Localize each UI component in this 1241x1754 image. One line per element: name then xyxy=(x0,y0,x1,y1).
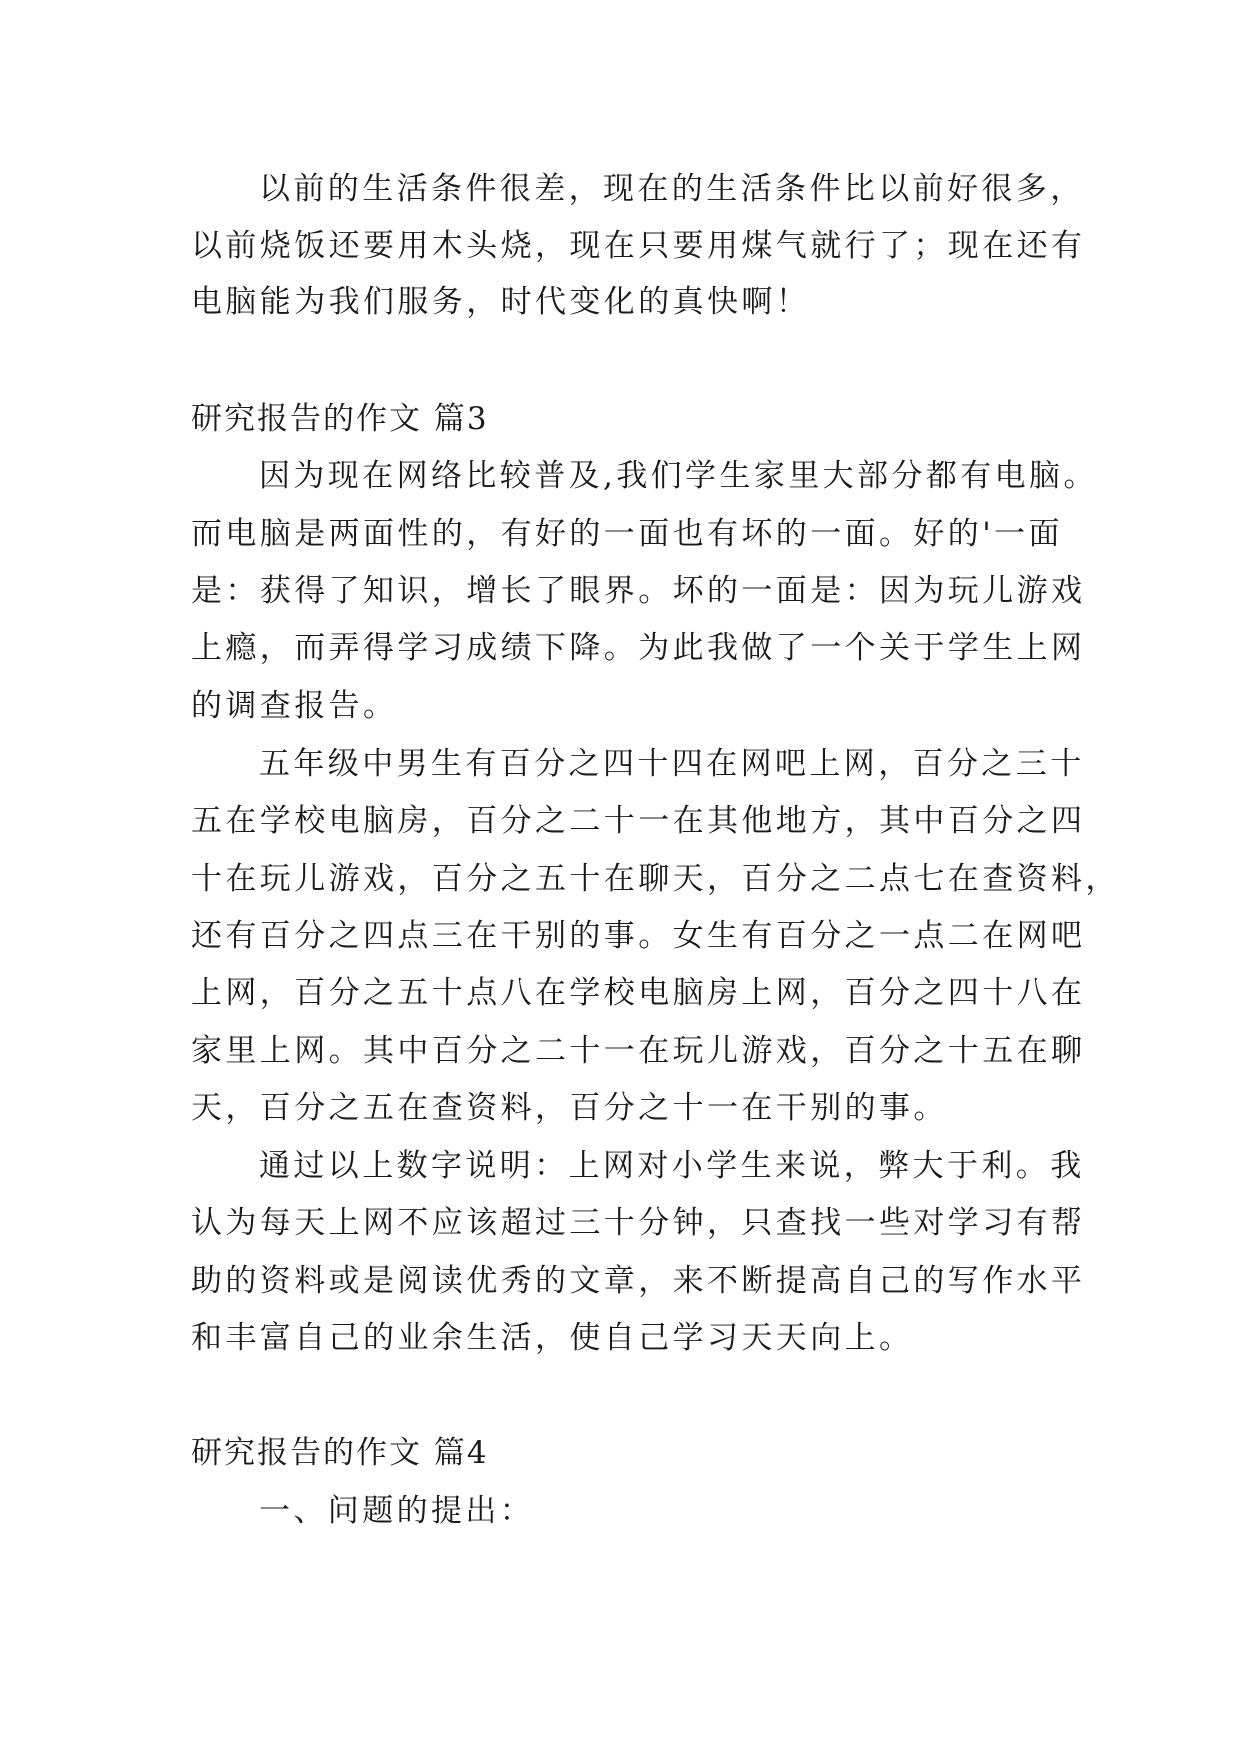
paragraph-line: 是：获得了知识，增长了眼界。坏的一面是：因为玩儿游戏 xyxy=(191,573,1086,609)
paragraph-line: 家里上网。其中百分之二十一在玩儿游戏，百分之十五在聊 xyxy=(191,1033,1086,1069)
paragraph-line: 认为每天上网不应该超过三十分钟，只查找一些对学习有帮 xyxy=(191,1205,1086,1241)
section-heading: 研究报告的作文 篇3 xyxy=(191,401,489,437)
paragraph-line: 电脑能为我们服务，时代变化的真快啊！ xyxy=(191,284,811,320)
paragraph-line: 天，百分之五在查资料，百分之十一在干别的事。 xyxy=(191,1090,948,1126)
paragraph-line: 上瘾，而弄得学习成绩下降。为此我做了一个关于学生上网 xyxy=(191,630,1086,666)
paragraph-line: 因为现在网络比较普及,我们学生家里大部分都有电脑。 xyxy=(259,458,1098,494)
paragraph-line: 和丰富自己的业余生活，使自己学习天天向上。 xyxy=(191,1320,914,1356)
paragraph-line: 一、问题的提出： xyxy=(259,1493,535,1529)
paragraph-line: 以前的生活条件很差，现在的生活条件比以前好很多， xyxy=(259,171,1085,207)
paragraph-line: 以前烧饭还要用木头烧，现在只要用煤气就行了；现在还有 xyxy=(191,228,1086,264)
paragraph-line: 而电脑是两面性的，有好的一面也有坏的一面。好的'一面 xyxy=(191,516,1063,552)
paragraph-line: 助的资料或是阅读优秀的文章，来不断提高自己的写作水平 xyxy=(191,1263,1086,1299)
paragraph-line: 通过以上数字说明：上网对小学生来说，弊大于利。我 xyxy=(259,1148,1085,1184)
section-heading: 研究报告的作文 篇4 xyxy=(191,1435,489,1471)
paragraph-line: 还有百分之四点三在干别的事。女生有百分之一点二在网吧 xyxy=(191,918,1086,954)
paragraph-line: 上网，百分之五十点八在学校电脑房上网，百分之四十八在 xyxy=(191,975,1086,1011)
paragraph-line: 的调查报告。 xyxy=(191,688,398,724)
paragraph-line: 五年级中男生有百分之四十四在网吧上网，百分之三十 xyxy=(259,746,1085,782)
paragraph-line: 十在玩儿游戏，百分之五十在聊天，百分之二点七在查资料， xyxy=(191,861,1120,897)
paragraph-line: 五在学校电脑房，百分之二十一在其他地方，其中百分之四 xyxy=(191,803,1086,839)
